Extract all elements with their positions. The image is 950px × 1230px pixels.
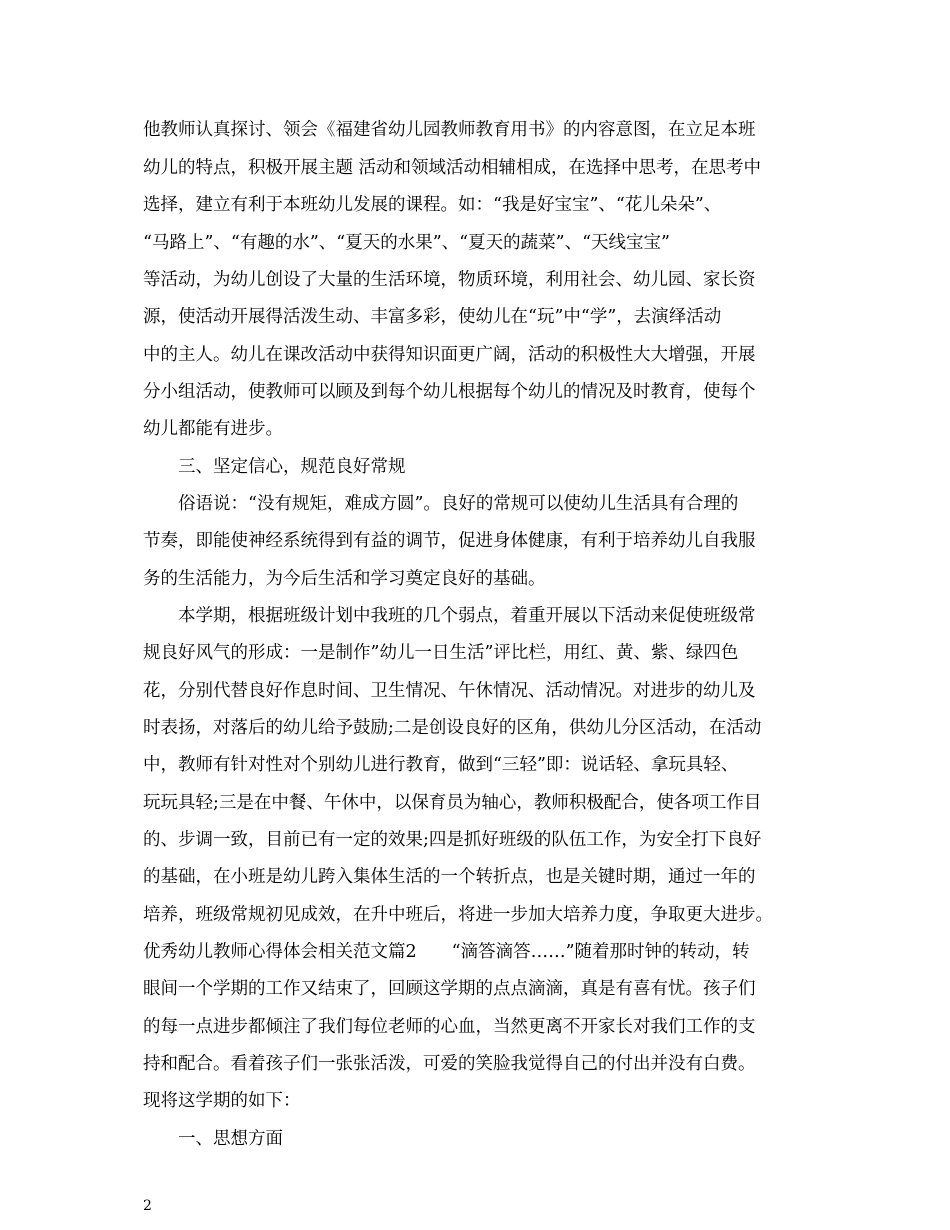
- body-text-line: 源，使活动开展得活泼生动、丰富多彩，使幼儿在“玩”中“学”，去演绎活动: [143, 307, 722, 327]
- body-text-line: 选择，建立有利于本班幼儿发展的课程。如：“我是好宝宝”、“花儿朵朵”、: [143, 195, 722, 215]
- paragraph-first-line: 俗语说：“没有规矩，难成方圆”。良好的常规可以使幼儿生活具有合理的: [178, 494, 739, 514]
- body-text-line: 分小组活动，使教师可以顾及到每个幼儿根据每个幼儿的情况及时教育，使每个: [143, 382, 756, 402]
- body-text-line: 中，教师有针对性对个别幼儿进行教育，做到“三轻”即：说话轻、拿玩具轻、: [143, 755, 739, 775]
- section-heading: 一、思想方面: [178, 1129, 283, 1149]
- page-number: 2: [143, 1198, 152, 1214]
- body-text-line: 规良好风气的形成：一是制作”幼儿一日生活”评比栏，用红、黄、紫、绿四色: [143, 643, 739, 663]
- paragraph-first-line: 本学期，根据班级计划中我班的几个弱点，着重开展以下活动来促使班级常: [178, 606, 756, 626]
- body-text-line: 务的生活能力，为今后生活和学习奠定良好的基础。: [143, 569, 546, 589]
- article-title-line: 优秀幼儿教师心得体会相关范文篇2 “滴答滴答……”随着那时钟的转动，转: [143, 942, 750, 962]
- body-text-line: 的、步调一致，目前已有一定的效果;四是抓好班级的队伍工作，为安全打下良好: [143, 830, 762, 850]
- body-text-line: 现将这学期的如下：: [143, 1091, 301, 1111]
- body-text-line: 节奏，即能使神经系统得到有益的调节，促进身体健康，有利于培养幼儿自我服: [143, 531, 756, 551]
- body-text-line: 的每一点进步都倾注了我们每位老师的心血，当然更离不开家长对我们工作的支: [143, 1017, 756, 1037]
- body-text-line: 玩玩具轻;三是在中餐、午休中，以保育员为轴心，教师积极配合，使各项工作目: [143, 793, 762, 813]
- body-text-line: 花，分别代替良好作息时间、卫生情况、午休情况、活动情况。对进步的幼儿及: [143, 681, 756, 701]
- body-text-line: 他教师认真探讨、领会《福建省幼儿园教师教育用书》的内容意图，在立足本班: [143, 120, 756, 140]
- body-text-line: 中的主人。幼儿在课改活动中获得知识面更广阔，活动的积极性大大增强，开展: [143, 345, 756, 365]
- section-heading: 三、坚定信心，规范良好常规: [178, 457, 406, 477]
- body-text-line: 幼儿都能有进步。: [143, 419, 283, 439]
- body-text-line: 的基础，在小班是幼儿跨入集体生活的一个转折点，也是关键时期，通过一年的: [143, 867, 756, 887]
- body-text-line: 幼儿的特点，积极开展主题 活动和领域活动相辅相成，在选择中思考，在思考中: [143, 158, 762, 178]
- body-text-line: 眼间一个学期的工作又结束了，回顾这学期的点点滴滴，真是有喜有忧。孩子们: [143, 979, 756, 999]
- body-text-line: 时表扬，对落后的幼儿给予鼓励;二是创设良好的区角，供幼儿分区活动，在活动: [143, 718, 762, 738]
- body-text-line: 等活动，为幼儿创设了大量的生活环境，物质环境，利用社会、幼儿园、家长资: [143, 270, 756, 290]
- body-text-line: “马路上”、“有趣的水”、“夏天的水果”、“夏天的蔬菜”、“天线宝宝”: [143, 233, 670, 253]
- body-text-line: 持和配合。看着孩子们一张张活泼，可爱的笑脸我觉得自己的付出并没有白费。: [143, 1054, 756, 1074]
- body-text-line: 培养，班级常规初见成效，在升中班后，将进一步加大培养力度，争取更大进步。: [143, 905, 773, 925]
